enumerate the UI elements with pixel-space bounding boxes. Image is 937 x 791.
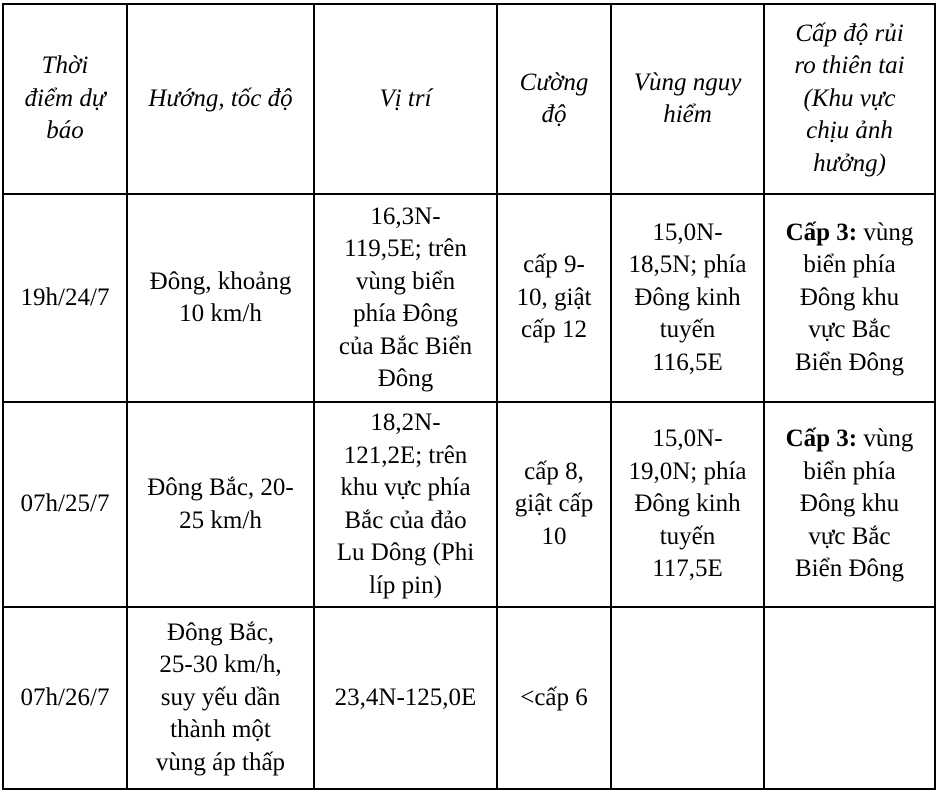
cell-position: 23,4N-125,0E: [314, 607, 497, 789]
header-intensity: Cường độ: [497, 4, 611, 194]
cell-risk: [764, 402, 935, 607]
cell-intensity: cấp 9- 10, giật cấp 12: [497, 194, 611, 402]
cell-time: 07h/26/7: [3, 607, 127, 789]
cell-position: 18,2N- 121,2E; trên khu vực phía Bắc của đảo Lu Dông (Phi líp pin): [314, 402, 497, 607]
risk-area-text: vùng biển phía Đông khu vực Bắc Biển Đông: [794, 425, 914, 583]
risk-level-label: Cấp 3:: [785, 218, 858, 246]
cell-direction-speed: Đông, khoảng 10 km/h: [127, 194, 314, 402]
cell-danger-zone: 15,0N- 18,5N; phía Đông kinh tuyến 116,5E: [611, 194, 764, 402]
risk-area-text: vùng biển phía Đông khu vực Bắc Biển Đông: [794, 218, 914, 376]
cell-risk: [764, 194, 935, 402]
forecast-table: [2, 3, 936, 790]
cell-risk: [764, 607, 935, 789]
cell-direction-speed: Đông Bắc, 20- 25 km/h: [127, 402, 314, 607]
cell-intensity: <cấp 6: [497, 607, 611, 789]
header-danger-zone: Vùng nguy hiểm: [611, 4, 764, 194]
table-row: [3, 194, 935, 402]
cell-time: 07h/25/7: [3, 402, 127, 607]
header-forecast-time: Thời điểm dự báo: [3, 4, 127, 194]
table-row: [3, 607, 935, 789]
cell-danger-zone: [611, 607, 764, 789]
risk-level-label: Cấp 3:: [785, 425, 858, 453]
cell-intensity: cấp 8, giật cấp 10: [497, 402, 611, 607]
cell-time: 19h/24/7: [3, 194, 127, 402]
header-direction-speed: Hướng, tốc độ: [127, 4, 314, 194]
header-position: Vị trí: [314, 4, 497, 194]
table-header-row: [3, 4, 935, 194]
cell-direction-speed: Đông Bắc, 25-30 km/h, suy yếu dần thành một vùng áp thấp: [127, 607, 314, 789]
cell-position: 16,3N- 119,5E; trên vùng biển phía Đông của Bắc Biển Đông: [314, 194, 497, 402]
table-row: [3, 402, 935, 607]
cell-danger-zone: 15,0N- 19,0N; phía Đông kinh tuyến 117,5E: [611, 402, 764, 607]
header-risk-level: Cấp độ rủi ro thiên tai (Khu vực chịu ảnh hưởng): [764, 4, 935, 194]
